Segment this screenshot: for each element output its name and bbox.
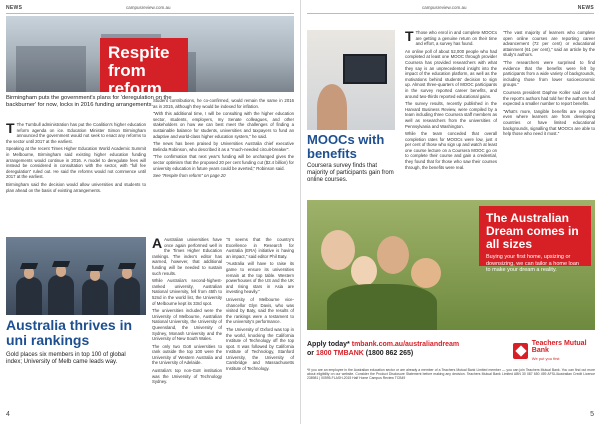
paragraph: The only two Go8 universities to rank outside the top 100 were the University of Western Australia and the University of Adelaide. [152, 343, 222, 366]
paragraph: T Those who enrol in and complete MOOCs are getting a genuine return on their time and effort, a survey has found. [405, 28, 497, 47]
paragraph: Birmingham said the decision would allow universities and students to plan ahead on the basis of existing arrangements. [6, 181, 146, 193]
paragraph: Speaking at the recent Times Higher Education World Academic Summit in Melbourne, Birmingham said existing higher education funding arrangements would continue in 2016. A model to deregulate fees will instead be considered in consultation with the sector, with "full fee deregulation" ruled out. He said the reforms would not commence until 2017 at the earliest. [6, 146, 146, 180]
section-label: NEWS [6, 5, 23, 11]
paragraph: While the team conceded that overall completion rates for MOOCs were low, just 4 per cent of those who sign up and watch at least one course lecture on a Coursera MOOC go on to complete their course and gain a credential, they found that for those who saw their courses through, the benefits were real. [405, 131, 497, 170]
respite-col1 [6, 122, 146, 232]
apply-url-link[interactable]: tmbank.com.au/australiandream [351, 341, 460, 348]
paragraph: "The vast majority of learners who complete open online courses are reporting career advancement (72 per cent) or educational attainment (61 per cent)," said an article by the study's authors. [503, 30, 595, 58]
apply-line: Apply today* tmbank.com.au/australiandream or 1800 TMBANK (1800 862 265) [307, 341, 460, 357]
paragraph: T The Turnbull administration has put the Coalition's higher education reform agenda on ice. Education Minister Simon Birmingham announced the government would not seek to enact any reforms to the sector until 2017 at the earliest. [6, 120, 146, 144]
mooc-subhead: Coursera survey finds that majority of participants gain from online courses. [307, 163, 394, 183]
paragraph: A Australian universities have once again performed well in the Times Higher Education rankings. The index's editor has warned, however, that additional funding will be needed to sustain such results. [152, 235, 222, 276]
bank-logo-icon [513, 343, 528, 359]
rankings-col1 [152, 237, 222, 409]
right-header [307, 5, 594, 13]
rankings-subhead: Gold places six members in top 100 of global index; University of Melb came leads way. [6, 352, 126, 365]
paragraph: Coursera president Daphne Koller said one of the report's authors had told her the authors had expected a smaller number to report benefits. [503, 89, 595, 107]
paragraph: "With this additional time, I will be consulting with the higher education sector, students, employers, my Senate colleagues, and other stakeholders on how we can best meet the challenges of finding a sustainable balance for students, universities and taxpayers to fund an adaptive and world-class higher education system," he said. [153, 111, 294, 139]
rankings-headline: Australia thrives in uni rankings [6, 317, 133, 348]
paragraph: The survey results, recently published in the Harvard Business Review, were compiled by a team including three Coursera staff members as well as researchers from the universities of Pennsylvania and Washington. [405, 101, 497, 129]
paragraph: The University of Oxford was top in the world, knocking the California Institute of Technology off the top spot. It was followed by California Institute of Technology, Stanford University, the University of Cambridge and Massachusetts Institute of Technology. [226, 326, 294, 372]
paragraph: The universities included were the University of Melbourne, Australian National University, the University of Queensland, the University of Sydney, Monash University and the University of New South Wales. [152, 308, 222, 342]
respite-col2 [153, 98, 294, 234]
paragraph: "It seems that the country's Excellence in Research for Australia (ERA) initiative is having an impact," said editor Phil Baty. [226, 237, 294, 259]
paragraph: The news has been praised by Universities Australia chief executive Belinda Robinson, who described it as a "much-needed circuit-breaker". [153, 141, 294, 152]
paragraph: "Australia will have to raise its game to ensure its universities remain at the top table. Western powerhouses of the US and the UK and rising stars in Asia are investing heavily." [226, 261, 294, 295]
mooc-headline: MOOCs with benefits [307, 132, 385, 161]
site-url: campusreview.com.au [422, 5, 467, 10]
graduates-photo [6, 237, 146, 315]
see-more-link[interactable]: See "Respite from reform" on page 20 [153, 173, 226, 179]
rankings-col2 [226, 237, 294, 409]
paragraph: "What's more, tangible benefits are reported even where learners are from developing countries or have limited educational backgrounds, signalling that MOOCs are able to help those who need it most." [503, 108, 595, 137]
promo-title: The Australian Dream comes in all sizes [486, 211, 579, 251]
paragraph: An online poll of about 52,000 people who had completed at least one MOOC through provider Coursera has provided researchers with what they say is an unprecedented insight into the impact of the education platform, as well as the motivations behind students' decision to sign up. Almost three-quarters of MOOC participants in the survey reported career benefits, and around two-thirds reported educational gains. [405, 48, 497, 99]
paragraph: Australia's top non-Go8 institution was the University of Technology Sydney. [152, 368, 222, 385]
paragraph: While Australia's second-highest-ranked university, Australian National University, fell from 45th to 52nd in the world list, the University of Melbourne kept its 33rd spot. [152, 278, 222, 306]
site-url: campusreview.com.au [126, 5, 171, 10]
mooc-col2 [503, 30, 595, 200]
promo-subtitle: Buying your first home, upsizing or downsizing, we can tailor a home loan to make your dream a reality. [486, 254, 579, 273]
respite-headline: Respite from reform [108, 43, 170, 98]
section-label: NEWS [577, 5, 594, 11]
paragraph: Student contributions, he co-confirmed, would remain the same in 2016 as in 2015, although they would be indexed for inflation. [153, 98, 294, 109]
page-number-left: 4 [6, 411, 10, 418]
header-rule [6, 13, 294, 14]
paragraph: University of Melbourne vice-chancellor Glyn Davis, who was visited by Baty, said the results of the rankings were a testament to the university's performance. [226, 296, 294, 325]
mooc-col1 [405, 30, 497, 200]
fine-print: *If you are an employee in the Australian education sector or are already a member of a Teachers Mutual Bank Limited member — you can join Teachers Mutual Bank. You can find out more about eligibility on our website. Consider the Product Disclosure Statement before making any decision. Teachers Mutual Bank Limited ABN 30 087 650 459 AFSL/Australian Credit Licence 238981 | 00595-FLASH-2015 Half Home Campus Review TCB49 [307, 368, 595, 381]
home-loan-promo [479, 206, 591, 273]
paragraph: "The researchers were surprised to find evidence that the benefits were felt by participants from a wide variety of backgrounds, including those from lower socioeconomic groups." [503, 59, 595, 88]
respite-caption: Birmingham puts the government's plans for 'deregulation on the backburner' for now, locks in 2016 funding arrangements. [6, 95, 172, 108]
right-page [300, 0, 600, 424]
mooc-photo [307, 30, 395, 130]
left-header [6, 5, 294, 13]
page-number-right: 5 [590, 411, 594, 418]
logo-name: Teachers Mutual Bank We put you first [531, 340, 587, 361]
header-rule [307, 13, 594, 14]
teachers-mutual-bank-logo [513, 340, 600, 362]
paragraph: "The confirmation that next year's funding will be unchanged gives the sector optimism that the proposed 20 per cent funding cut ($2.4 billion) for university education in future years could be averted," Robinson said. [153, 154, 294, 171]
phone-number-link[interactable]: 1800 TMBANK [315, 350, 364, 357]
